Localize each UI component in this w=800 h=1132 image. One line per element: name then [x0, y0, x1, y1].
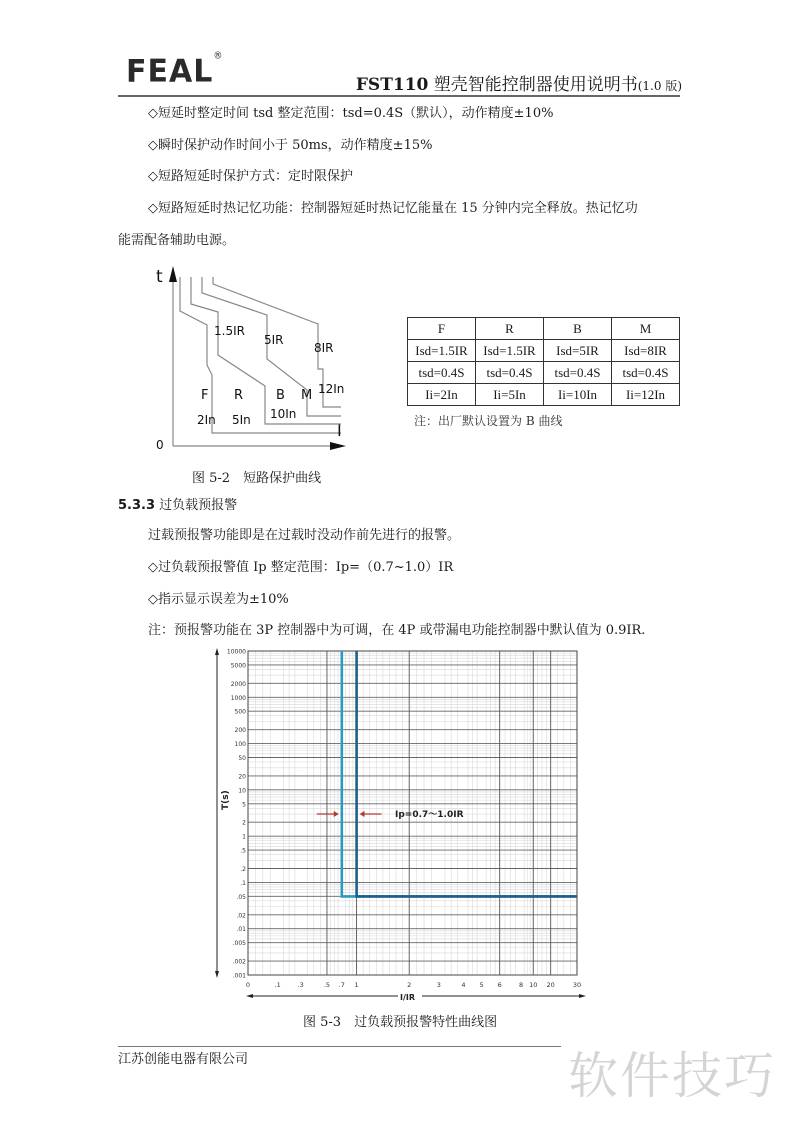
table-cell: Ii=10In — [544, 384, 612, 406]
x-tick-label: 30 — [572, 981, 582, 989]
table-cell: Isd=8IR — [612, 340, 680, 362]
table-header: B — [544, 318, 612, 340]
para-overload-desc: 过载预报警功能即是在过载时没动作前先进行的报警。 — [148, 528, 461, 543]
origin-label: 0 — [156, 438, 164, 452]
table-header-row — [408, 318, 680, 340]
y-tick-label: 20 — [238, 773, 246, 781]
x-tick-label: 2 — [407, 981, 412, 989]
y-tick-label: 1000 — [230, 694, 246, 702]
table-row — [408, 384, 680, 406]
y-tick-label: 50 — [238, 755, 246, 763]
ip-annotation: Ip=0.7～1.0IR — [395, 810, 464, 820]
i-axis-label: I — [337, 421, 342, 440]
y-tick-label: .01 — [236, 926, 246, 934]
logo-text: FEAL — [126, 53, 214, 90]
y-tick-label: 5000 — [230, 662, 246, 670]
isd-b-label: 5IR — [264, 333, 284, 347]
y-axis-arrow-up — [215, 648, 219, 655]
y-tick-label: 1 — [242, 833, 246, 841]
y-tick-label: 500 — [234, 708, 246, 716]
short-circuit-curve-figure — [148, 262, 348, 452]
overload-prealarm-chart — [212, 645, 592, 1005]
table-cell: tsd=0.4S — [544, 362, 612, 384]
x-axis-arrow-right — [579, 994, 586, 998]
y-tick-label: .02 — [236, 912, 246, 920]
para-ip-range: ◇过负载预报警值 Ip 整定范围：Ip=（0.7~1.0）IR — [148, 560, 454, 575]
x-tick-label: 10 — [529, 981, 538, 989]
x-tick-label: 4 — [461, 981, 466, 989]
table-cell: Isd=5IR — [544, 340, 612, 362]
table-row — [408, 362, 680, 384]
table-cell: Isd=1.5IR — [476, 340, 544, 362]
feal-logo — [126, 53, 223, 90]
y-tick-label: 100 — [234, 741, 246, 749]
table-cell: Ii=5In — [476, 384, 544, 406]
table-header: F — [408, 318, 476, 340]
x-axis-arrow-left — [246, 994, 253, 998]
y-tick-label: .002 — [232, 958, 246, 966]
curve-r-label: R — [234, 388, 244, 403]
y-tick-label: .5 — [240, 847, 246, 855]
model-number: FST110 — [355, 75, 429, 95]
protection-settings-table — [407, 317, 680, 406]
x-tick-label: 8 — [518, 981, 524, 989]
y-axis-label: T(s) — [221, 790, 231, 810]
table-header: R — [476, 318, 544, 340]
para-instant-time: ◇瞬时保护动作时间小于 50ms，动作精度±15% — [148, 138, 433, 153]
y-tick-label: 5 — [242, 801, 246, 809]
y-axis-arrow-down — [215, 971, 219, 978]
x-axis-label: I/IR — [400, 993, 416, 1002]
y-tick-label: 2000 — [230, 680, 246, 688]
x-tick-label: .3 — [297, 981, 304, 989]
table-row — [408, 340, 680, 362]
arrow-left-head — [360, 811, 365, 817]
section-title: 过负载预报警 — [159, 498, 238, 513]
ii-m-label: 12In — [318, 382, 345, 396]
watermark: 软件技巧 — [568, 1047, 776, 1105]
table-header: M — [612, 318, 680, 340]
x-tick-label: 20 — [546, 981, 555, 989]
x-tick-label: 6 — [497, 981, 502, 989]
table-note: 注：出厂默认设置为 B 曲线 — [414, 414, 563, 428]
ii-b-label: 10In — [270, 407, 297, 421]
x-tick-label: 1 — [354, 981, 359, 989]
version-text: (1.0 版) — [637, 79, 682, 93]
table-cell: Ii=12In — [612, 384, 680, 406]
para-prealarm-note: 注：预报警功能在 3P 控制器中为可调，在 4P 或带漏电功能控制器中默认值为 0.9IR. — [148, 623, 646, 638]
ii-f-label: 2In — [197, 413, 216, 427]
header-divider — [118, 95, 680, 97]
x-tick-label: .5 — [323, 981, 331, 989]
t-axis-arrow — [169, 266, 177, 282]
footer-divider — [118, 1046, 561, 1047]
x-tick-label: 5 — [479, 981, 484, 989]
para-aux-power: 能需配备辅助电源。 — [118, 233, 236, 248]
y-tick-label: .001 — [232, 972, 246, 980]
x-tick-label: .1 — [274, 981, 281, 989]
para-display-error: ◇指示显示误差为±10% — [148, 592, 289, 607]
figure-5-3-caption: 图 5-3 过负载预报警特性曲线图 — [303, 1015, 498, 1030]
y-tick-label: 10000 — [226, 648, 246, 656]
figure-5-2-caption: 图 5-2 短路保护曲线 — [192, 471, 322, 486]
section-number: 5.3.3 — [118, 498, 156, 513]
table-cell: tsd=0.4S — [476, 362, 544, 384]
para-protection-mode: ◇短路短延时保护方式：定时限保护 — [148, 169, 353, 184]
registered-mark: ® — [213, 51, 224, 62]
curve-f — [180, 277, 341, 433]
para-thermal-memory: ◇短路短延时热记忆功能：控制器短延时热记忆能量在 15 分钟内完全释放。热记忆功 — [148, 201, 638, 216]
x-tick-label: 3 — [436, 981, 441, 989]
para-tsd-range: ◇短延时整定时间 tsd 整定范围：tsd=0.4S（默认），动作精度±10% — [148, 106, 554, 121]
table-cell: tsd=0.4S — [408, 362, 476, 384]
y-tick-label: 200 — [234, 727, 246, 735]
table-cell: tsd=0.4S — [612, 362, 680, 384]
isd-m-label: 8IR — [314, 341, 334, 355]
curve-b-label: B — [276, 388, 285, 403]
isd-f-label: 1.5IR — [214, 324, 245, 338]
y-tick-label: .1 — [240, 879, 246, 887]
x-tick-label: .7 — [338, 981, 345, 989]
curve-f-label: F — [201, 388, 209, 403]
section-heading — [118, 494, 237, 513]
i-axis-arrow — [330, 442, 346, 450]
y-tick-label: 10 — [238, 787, 246, 795]
curve-m-label: M — [301, 388, 313, 403]
y-tick-label: 2 — [242, 819, 246, 827]
company-name: 江苏创能电器有限公司 — [118, 1052, 249, 1067]
table-cell: Isd=1.5IR — [408, 340, 476, 362]
x-tick-label: 0 — [245, 981, 251, 989]
ii-r-label: 5In — [232, 413, 251, 427]
y-tick-label: .005 — [232, 940, 246, 948]
title-text: 塑壳智能控制器使用说明书 — [433, 75, 638, 95]
t-axis-label: t — [156, 267, 163, 287]
document-title — [356, 70, 682, 95]
table-cell: Ii=2In — [408, 384, 476, 406]
y-tick-label: .05 — [236, 893, 246, 901]
y-tick-label: .2 — [240, 865, 246, 873]
